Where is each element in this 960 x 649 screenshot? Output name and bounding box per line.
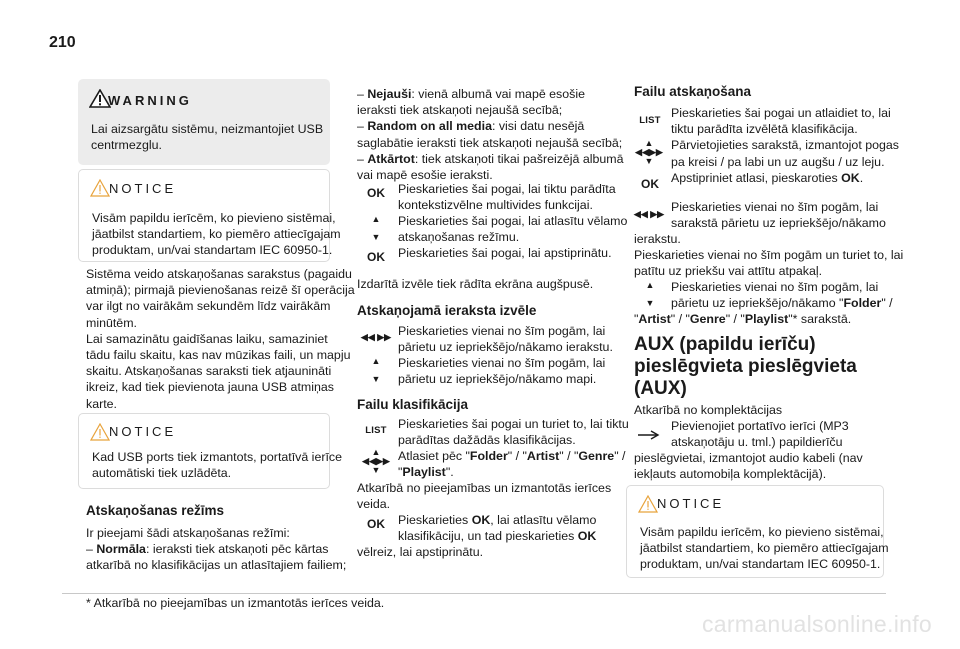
ok-icon: OK (367, 250, 385, 264)
text-line: ikreiz, kad tiek pievienota jauna USB atmiņas (86, 380, 334, 395)
heading-aux (634, 334, 857, 400)
up-down-arrows-icon: ▲ ▼ (371, 356, 381, 384)
text-line: Lai samazinātu gaidīšanas laiku, samaziniet (86, 331, 328, 346)
notice-line: Visām papildu ierīcēm, ko pievieno sistēmai, (640, 525, 884, 539)
notice-title: NOTICE (109, 424, 177, 439)
notice-box (78, 169, 341, 262)
text-line: Pieskarieties vienai no šīm pogām, lai (398, 324, 606, 338)
text-line: sarakstā pārietu uz iepriekšējo/nākamo (671, 216, 886, 231)
text-line: minūtēm. (86, 315, 137, 330)
text-line: atskaņotāju u. tml.) papildierīču (671, 435, 843, 450)
text-line: pārietu uz iepriekšējo/nākamo ierakstu. (398, 340, 613, 355)
text-line: kontekstizvēlne multivides funkcijai. (398, 198, 593, 213)
text-line: – Atkārtot: tiek atskaņoti tikai pašreizējā albumā (357, 151, 624, 166)
left-right-arrows-icon: ◀◀ ▶▶ (633, 209, 665, 219)
heading-playback-mode: Atskaņošanas režīms (86, 503, 225, 518)
four-way-arrows-icon: ▲ ◀◀▶▶ ▼ (635, 138, 663, 166)
text-line: tādu failu skaitu, kas nav mūzikas faili, un mapju (86, 347, 351, 362)
text-line: Pieskarieties šai pogai un atlaidiet to, lai (671, 106, 891, 120)
notice-line: Visām papildu ierīcēm, ko pievieno sistēmai, (92, 211, 336, 225)
text-line: vēlreiz, lai apstiprinātu. (357, 545, 484, 559)
warning-line: centrmezglu. (91, 138, 162, 153)
warning-line: Lai aizsargātu sistēmu, neizmantojiet USB (91, 122, 324, 136)
text-line: Pieskarieties vienai no šīm pogām, lai (671, 280, 879, 294)
notice-line: produktam, un/vai standartam IEC 60950-1. (92, 243, 333, 258)
text-line: Pieskarieties šai pogai, lai apstiprinātu. (398, 246, 612, 260)
text-line: Pieskarieties OK, lai atlasītu vēlamo (398, 513, 597, 527)
text-line: pa kreisi / pa labi un uz augšu / uz leju. (671, 154, 885, 169)
text-line: "Playlist". (398, 465, 454, 480)
text-line: patītu uz priekšu vai attītu atpakaļ. (634, 264, 823, 279)
ok-icon: OK (367, 517, 385, 531)
text-line: veida. (357, 497, 391, 512)
text-line: var ilgt no vairākām sekundēm līdz vairākām (86, 299, 331, 314)
up-down-arrows-icon: ▲ ▼ (371, 214, 381, 242)
text-line: – Random on all media: visi datu nesējā (357, 119, 585, 134)
text-line: Ir pieejami šādi atskaņošanas režīmi: (86, 526, 290, 540)
heading-line: (AUX) (634, 378, 687, 399)
text-line: Pieskarieties šai pogai un turiet to, lai tiktu (398, 417, 629, 431)
notice-box (78, 413, 342, 489)
text-line: pārietu uz iepriekšējo/nākamo mapi. (398, 372, 597, 387)
text-line: skaitu. Atskaņošanas saraksti tiek atjaunināti (86, 364, 332, 379)
text-line: vai mapē esošie ieraksti. (357, 167, 493, 182)
footnote: * Atkarībā no pieejamības un izmantotās ierīces veida. (86, 596, 385, 610)
footnote-divider (62, 593, 886, 594)
text-line: Atlasiet pēc "Folder" / "Artist" / "Genre" / (398, 449, 626, 463)
heading-line: pieslēgvieta pieslēgvieta (634, 356, 857, 377)
text-line: Atkarībā no komplektācijas (634, 403, 783, 417)
aux-jack-icon (637, 430, 661, 440)
text-line: – Nejauši: vienā albumā vai mapē esošie (357, 87, 585, 101)
list-icon: LIST (639, 115, 661, 126)
text-line: – Normāla: ieraksti tiek atskaņoti pēc kārtas (86, 542, 329, 557)
warning-title: WARNING (108, 93, 192, 108)
heading-line: AUX (papildu ierīču) (634, 334, 816, 355)
left-right-arrows-icon: ◀◀ ▶▶ (360, 332, 392, 342)
watermark: carmanualsonline.info (701, 611, 932, 637)
text-line: saglabātie ieraksti tiek atskaņoti nejaušā secībā; (357, 135, 623, 150)
text-line: atkarībā no klasifikācijas un atlasītajiem failiem; (86, 558, 347, 573)
page-number: 210 (49, 34, 76, 51)
four-way-arrows-icon: ▲ ◀◀▶▶ ▼ (362, 447, 390, 475)
ok-icon: OK (641, 177, 659, 191)
text-line: ieraksti tiek atskaņoti nejaušā secībā; (357, 103, 563, 118)
text-line: pieslēgvietai, izmantojot audio kabeli (nav (634, 451, 863, 465)
notice-triangle-icon (638, 495, 658, 513)
text-line: Izdarītā izvēle tiek rādīta ekrāna augšpusē. (357, 277, 594, 291)
notice-title: NOTICE (657, 496, 725, 511)
text-line: Pieskarieties šai pogai, lai tiktu parādīta (398, 182, 616, 196)
ok-icon: OK (367, 186, 385, 200)
heading-browsing: Failu atskaņošana (634, 84, 752, 99)
text-line: Sistēma veido atskaņošanas sarakstus (pagaidu (86, 267, 352, 281)
text-line: klasifikāciju, un tad pieskarieties OK (398, 529, 597, 544)
notice-triangle-icon (90, 423, 110, 441)
text-line: parādītas dažādās klasifikācijas. (398, 433, 576, 448)
text-line: Pieskarieties šai pogai, lai atlasītu vēlamo (398, 214, 628, 228)
text-line: Pieskarieties vienai no šīm pogām, lai (671, 200, 879, 214)
up-down-arrows-icon: ▲ ▼ (645, 280, 655, 308)
list-icon: LIST (365, 425, 387, 436)
text-line: atskaņošanas režīmu. (398, 230, 520, 245)
notice-line: produktam, un/vai standartam IEC 60950-1. (640, 557, 881, 572)
text-line: ierakstu. (634, 232, 681, 246)
text-line: Pieskarieties vienai no šīm pogām, lai (398, 356, 606, 370)
text-line: karte. (86, 396, 117, 411)
notice-box (626, 485, 889, 578)
text-line: Pieskarieties vienai no šīm pogām un turiet to, lai (634, 248, 904, 263)
text-line: atmiņā); pirmajā pievienošanas reizē šī operācija (86, 283, 355, 298)
notice-line: jāatbilst standartiem, ko piemēro attiecīgajam (92, 227, 341, 242)
text-line: Apstipriniet atlasi, pieskaroties OK. (671, 170, 864, 185)
notice-line: Kad USB ports tiek izmantots, portatīvā ierīce (92, 450, 342, 464)
text-line: Pārvietojieties sarakstā, izmantojot pogas (671, 138, 899, 153)
text-line: pārietu uz iepriekšējo/nākamo "Folder" / (671, 296, 893, 311)
text-line: Pievienojiet portatīvo ierīci (MP3 (671, 419, 849, 433)
notice-line: jāatbilst standartiem, ko piemēro attiecīgajam (640, 541, 889, 556)
text-line: tiktu parādīta izvēlētā klasifikācija. (671, 122, 858, 137)
heading-track-selection: Atskaņojamā ieraksta izvēle (357, 303, 537, 318)
text-line: Atkarībā no pieejamības un izmantotās ierīces (357, 481, 612, 495)
usb-playlist-paragraph (86, 266, 355, 412)
notice-title: NOTICE (109, 181, 177, 196)
text-line: iekļauts automobiļa komplektācijā). (634, 467, 827, 482)
text-line: "Artist" / "Genre" / "Playlist"* sarakstā. (634, 312, 852, 326)
warning-box (78, 79, 330, 165)
notice-triangle-icon (90, 179, 110, 197)
notice-line: automātiski tiek uzlādēta. (92, 466, 232, 481)
heading-file-classification: Failu klasifikācija (357, 397, 469, 412)
